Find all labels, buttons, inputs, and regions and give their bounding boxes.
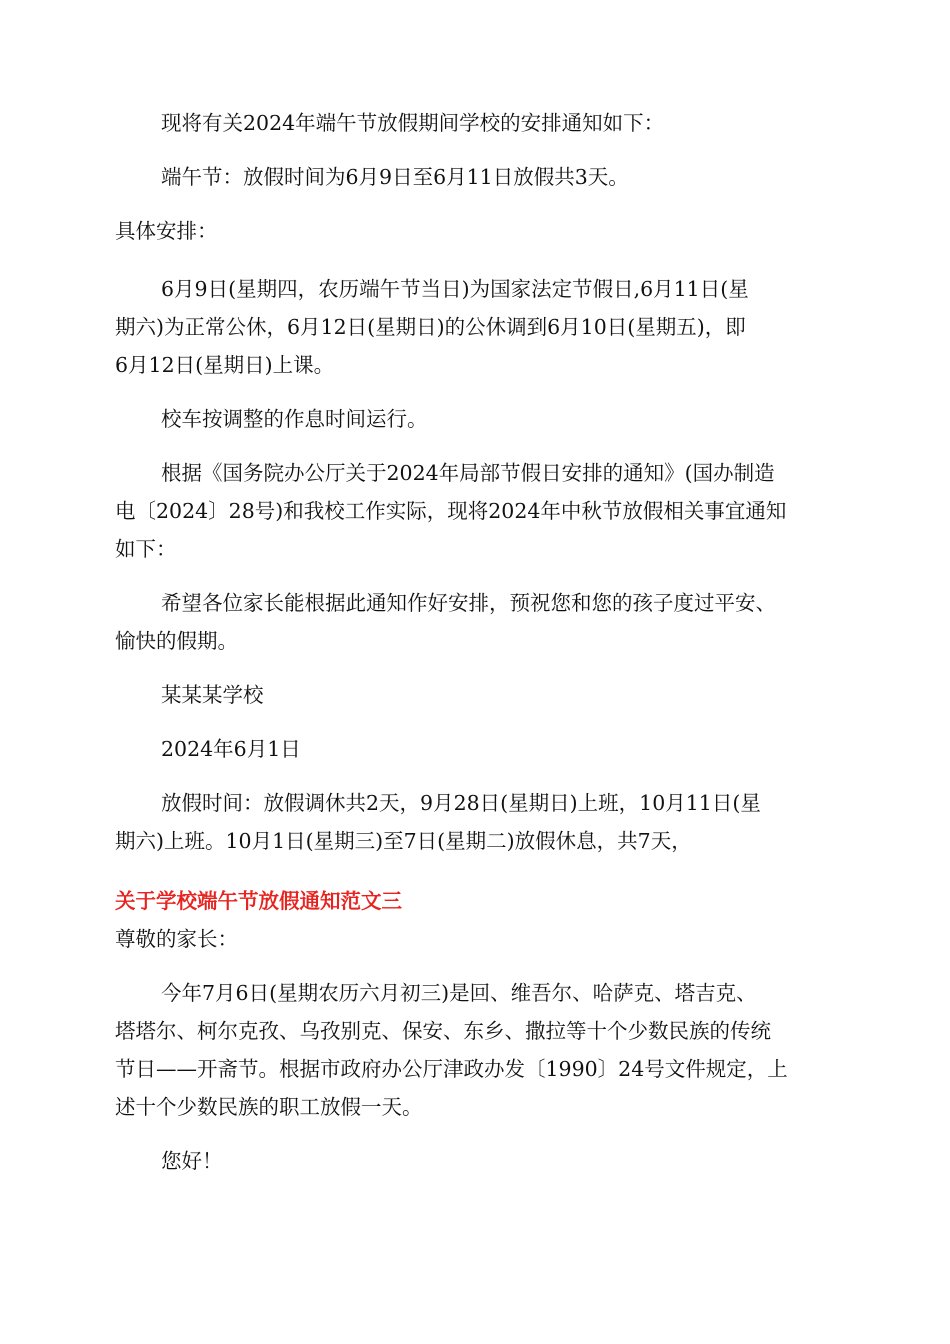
paragraph-wish: 希望各位家长能根据此通知作好安排，预祝您和您的孩子度过平安、 愉快的假期。	[115, 591, 776, 653]
paragraph-intro: 现将有关2024年端午节放假期间学校的安排通知如下：	[161, 111, 665, 135]
paragraph-according: 根据《国务院办公厅关于2024年局部节假日安排的通知》(国办制造 电〔2024〕28号)和我校工作实际，现将2024年中秋节放假相关事宜通知 如下：	[115, 461, 787, 561]
paragraph-duanwu: 端午节：放假时间为6月9日至6月11日放假共3天。	[161, 165, 629, 189]
paragraph-greeting: 尊敬的家长：	[115, 927, 238, 951]
paragraph-schedule: 6月9日(星期四，农历端午节当日)为国家法定节假日,6月11日(星 期六)为正常公休，6月12日(星期日)的公休调到6月10日(星期五)，即 6月12日(星期日)上课。	[115, 277, 749, 377]
document-page	[115, 104, 837, 1180]
paragraph-specific: 具体安排：	[115, 219, 218, 243]
paragraph-kaizhai: 今年7月6日(星期农历六月初三)是回、维吾尔、哈萨克、塔吉克、 塔塔尔、柯尔克孜、乌孜别克、保安、东乡、撒拉等十个少数民族的传统 节日——开斋节。根据市政府办公厅津政办发〔1990〕24号文件规定，上 述十个少数民族的职工放假一天。	[115, 981, 788, 1119]
section-heading: 关于学校端午节放假通知范文三	[115, 889, 402, 913]
paragraph-hello: 您好！	[161, 1149, 223, 1173]
paragraph-bus: 校车按调整的作息时间运行。	[161, 407, 428, 431]
paragraph-holiday-time: 放假时间：放假调休共2天，9月28日(星期日)上班，10月11日(星 期六)上班。10月1日(星期三)至7日(星期二)放假休息，共7天，	[115, 791, 761, 853]
signature-date: 2024年6月1日	[161, 737, 301, 761]
signature-school: 某某某学校	[161, 683, 264, 707]
